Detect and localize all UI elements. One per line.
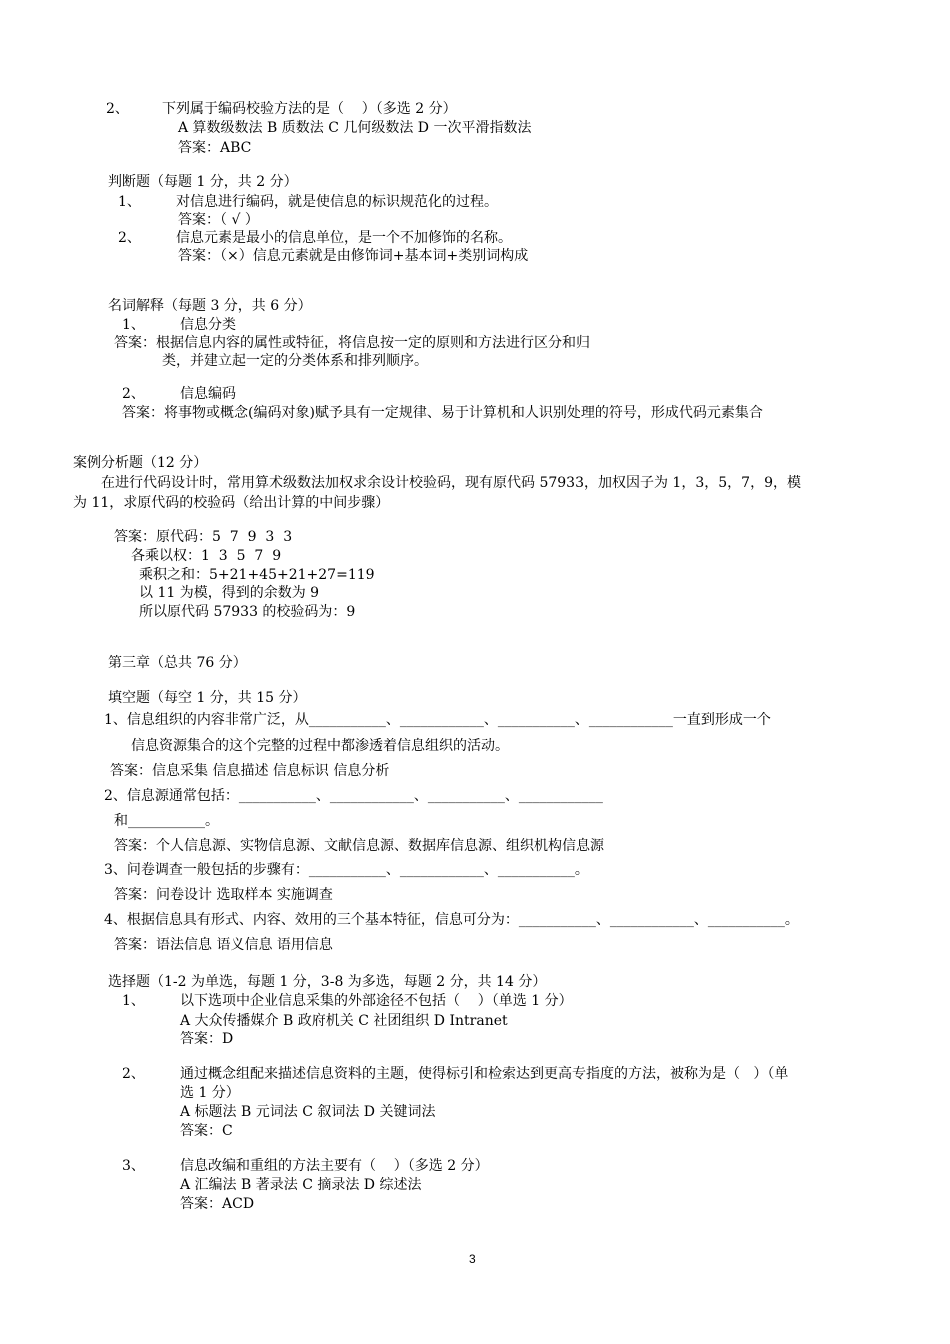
answer-line: 类，并建立起一定的分类体系和排列顺序。 <box>162 353 428 369</box>
answer-line: 答案：原代码：5 7 9 3 3 <box>114 529 293 545</box>
question-number: 1、 <box>122 317 145 333</box>
question-text: 和___________。 <box>114 813 219 829</box>
answer-line: 答案：ACD <box>180 1196 255 1212</box>
question-text: 信息改编和重组的方法主要有（ ）（多选 2 分） <box>180 1158 489 1174</box>
section-heading-choice: 选择题（1-2 为单选，每题 1 分，3-8 为多选，每题 2 分，共 14 分） <box>108 974 547 990</box>
answer-line: 答案：语法信息 语义信息 语用信息 <box>114 937 333 953</box>
question-text: 选 1 分） <box>180 1085 240 1101</box>
answer-line: 各乘以权：1 3 5 7 9 <box>131 548 282 564</box>
answer-line: 答案：个人信息源、实物信息源、文献信息源、数据库信息源、组织机构信息源 <box>114 838 604 854</box>
question-options: A 汇编法 B 著录法 C 摘录法 D 综述法 <box>180 1177 422 1193</box>
question-text: 4、根据信息具有形式、内容、效用的三个基本特征，信息可分为：___________、____________、___________。 <box>104 912 799 928</box>
section-heading-true-false: 判断题（每题 1 分，共 2 分） <box>108 174 298 190</box>
question-text: 信息元素是最小的信息单位，是一个不加修饰的名称。 <box>176 230 512 246</box>
question-text: 2、信息源通常包括：___________、____________、___________、____________ <box>104 788 603 804</box>
question-options: A 大众传播媒介 B 政府机关 C 社团组织 D Intranet <box>180 1013 508 1029</box>
question-options: A 算数级数法 B 质数法 C 几何级数法 D 一次平滑指数法 <box>178 120 532 136</box>
case-question: 在进行代码设计时，常用算术级数法加权求余设计校验码，现有原代码 57933，加权因子为 1，3，5，7，9，模 <box>101 475 801 491</box>
question-text: 下列属于编码校验方法的是（ ）（多选 2 分） <box>162 101 457 117</box>
answer-line: 答案：问卷设计 选取样本 实施调查 <box>114 887 333 903</box>
answer-line: 答案：C <box>180 1123 233 1139</box>
answer-line: 答案：ABC <box>178 140 252 156</box>
section-heading-fill-blank: 填空题（每空 1 分，共 15 分） <box>108 690 307 706</box>
question-number: 2、 <box>118 230 141 246</box>
term: 信息分类 <box>180 317 236 333</box>
question-options: A 标题法 B 元词法 C 叙词法 D 关键词法 <box>180 1104 436 1120</box>
question-text: 3、问卷调查一般包括的步骤有：___________、____________、___________。 <box>104 862 589 878</box>
section-heading-case: 案例分析题（12 分） <box>73 455 208 471</box>
question-number: 3、 <box>122 1158 145 1174</box>
answer-line: 以 11 为模，得到的余数为 9 <box>139 585 320 601</box>
answer-line: 答案：根据信息内容的属性或特征，将信息按一定的原则和方法进行区分和归 <box>114 335 590 351</box>
answer-line: 答案：（×）信息元素就是由修饰词+基本词+类别词构成 <box>178 248 529 264</box>
question-number: 2、 <box>122 386 145 402</box>
term: 信息编码 <box>180 386 236 402</box>
chapter-heading: 第三章（总共 76 分） <box>108 655 247 671</box>
question-text: 以下选项中企业信息采集的外部途径不包括（ ）（单选 1 分） <box>180 993 573 1009</box>
question-text: 对信息进行编码，就是使信息的标识规范化的过程。 <box>176 194 498 210</box>
question-number: 1、 <box>122 993 145 1009</box>
section-heading-definitions: 名词解释（每题 3 分，共 6 分） <box>108 298 312 314</box>
page-number: 3 <box>469 1252 476 1266</box>
question-number: 2、 <box>122 1066 145 1082</box>
answer-line: 答案：信息采集 信息描述 信息标识 信息分析 <box>110 763 390 779</box>
answer-line: 答案：D <box>180 1031 234 1047</box>
question-number: 2、 <box>106 101 129 117</box>
question-text: 1、信息组织的内容非常广泛，从___________、____________、___________、____________一直到形成一个 <box>104 712 771 728</box>
question-number: 1、 <box>118 194 141 210</box>
answer-line: 所以原代码 57933 的校验码为：9 <box>139 604 356 620</box>
question-text: 信息资源集合的这个完整的过程中都渗透着信息组织的活动。 <box>131 738 509 754</box>
answer-line: 答案：（ √ ） <box>178 212 259 228</box>
question-text: 通过概念组配来描述信息资料的主题，使得标引和检索达到更高专指度的方法，被称为是（ ）（单 <box>180 1066 789 1082</box>
answer-line: 乘积之和：5+21+45+21+27=119 <box>139 567 375 583</box>
case-question: 为 11，求原代码的校验码（给出计算的中间步骤） <box>73 495 390 511</box>
answer-line: 答案：将事物或概念(编码对象)赋予具有一定规律、易于计算机和人识别处理的符号，形成代码元素集合 <box>122 405 763 421</box>
